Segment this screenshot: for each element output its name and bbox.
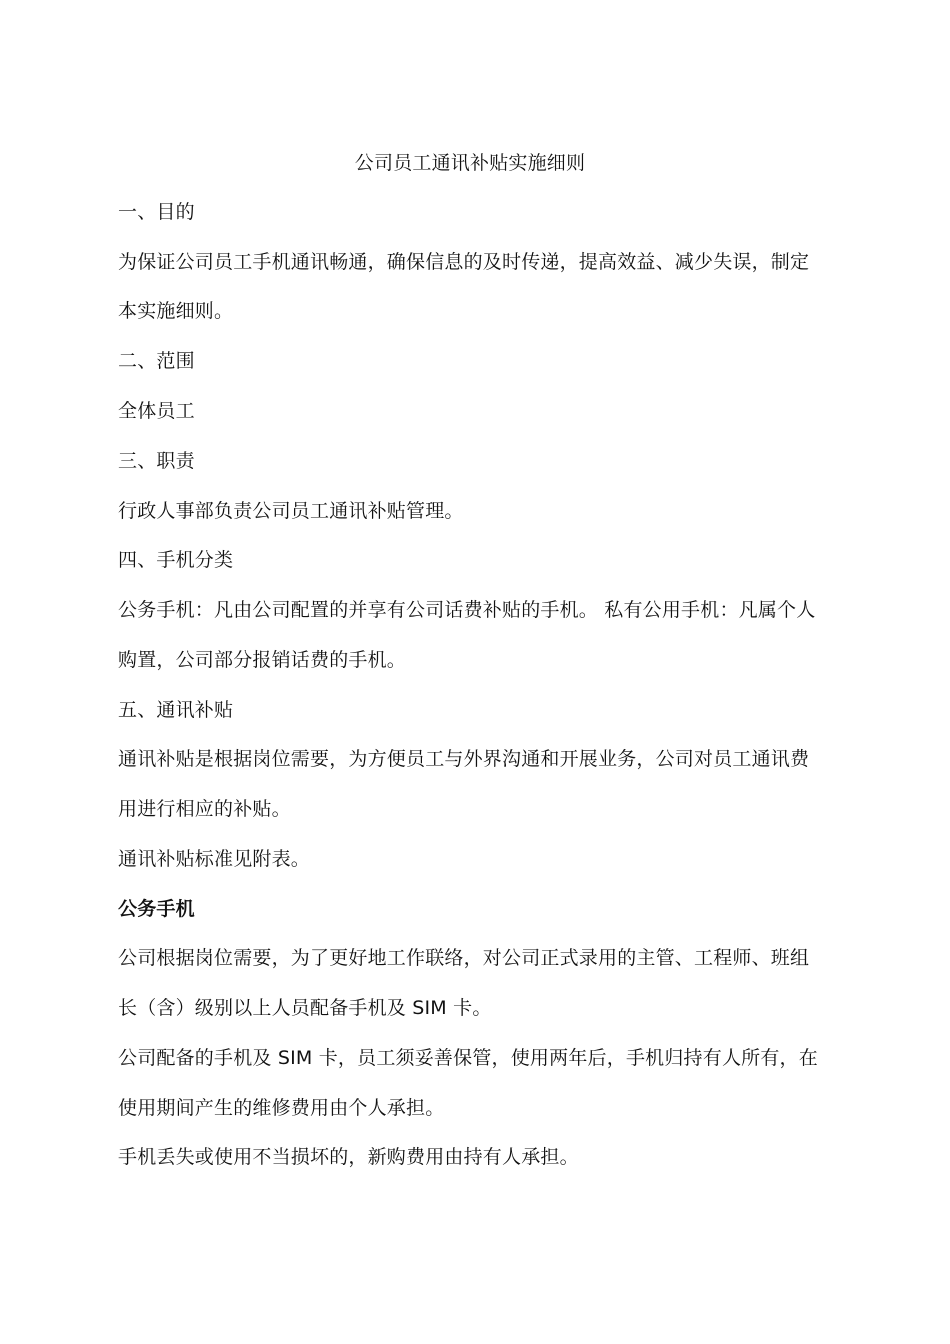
paragraph-line: 用进行相应的补贴。	[118, 798, 291, 820]
paragraph-line: 本实施细则。	[118, 300, 234, 322]
paragraph-line: 公司根据岗位需要，为了更好地工作联络，对公司正式录用的主管、工程师、班组	[118, 947, 810, 969]
paragraph-line: 长（含）级别以上人员配备手机及 SIM 卡。	[118, 997, 492, 1019]
paragraph-line: 全体员工	[118, 400, 195, 422]
paragraph-line: 手机丢失或使用不当损坏的，新购费用由持有人承担。	[118, 1146, 579, 1168]
paragraph-line: 通讯补贴标准见附表。	[118, 848, 311, 870]
paragraph-line: 使用期间产生的维修费用由个人承担。	[118, 1097, 445, 1119]
section-heading-allowance: 五、通讯补贴	[118, 699, 234, 721]
paragraph-line: 通讯补贴是根据岗位需要，为方便员工与外界沟通和开展业务，公司对员工通讯费	[118, 748, 810, 770]
paragraph-line: 公司配备的手机及 SIM 卡，员工须妥善保管，使用两年后，手机归持有人所有，在	[118, 1047, 818, 1069]
document-title: 公司员工通讯补贴实施细则	[354, 152, 586, 174]
paragraph-line: 购置，公司部分报销话费的手机。	[118, 649, 407, 671]
section-heading-duties: 三、职责	[118, 450, 195, 472]
section-heading-purpose: 一、目的	[118, 201, 195, 223]
paragraph-line: 公务手机：凡由公司配置的并享有公司话费补贴的手机。 私有公用手机：凡属个人	[118, 599, 816, 621]
subheading-business-phone: 公务手机	[118, 898, 195, 920]
paragraph-line: 为保证公司员工手机通讯畅通，确保信息的及时传递，提高效益、减少失误，制定	[118, 251, 810, 273]
section-heading-scope: 二、范围	[118, 350, 195, 372]
section-heading-phone-types: 四、手机分类	[118, 549, 234, 571]
paragraph-line: 行政人事部负责公司员工通讯补贴管理。	[118, 500, 464, 522]
